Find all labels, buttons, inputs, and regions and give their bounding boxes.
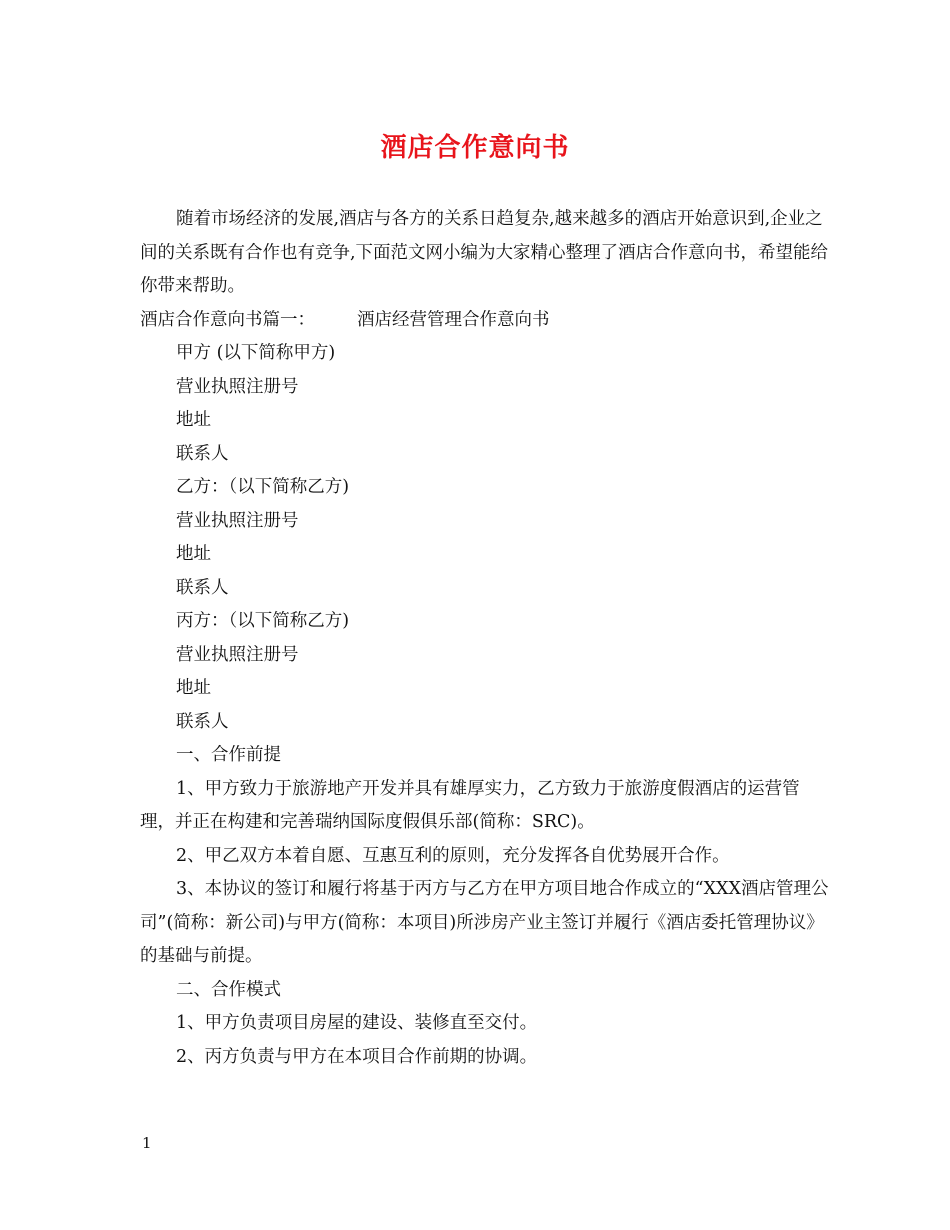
party-a-label: 甲方 (以下简称甲方) bbox=[176, 343, 336, 363]
part2-item2: 2、丙方负责与甲方在本项目合作前期的协调。 bbox=[176, 1046, 538, 1067]
document-title: 酒店合作意向书 bbox=[380, 133, 570, 163]
party-b-label: 乙方：（以下简称乙方) bbox=[176, 477, 350, 497]
party-b-address: 地址 bbox=[176, 544, 211, 564]
document-body bbox=[140, 203, 830, 1074]
party-a-reg: 营业执照注册号 bbox=[176, 376, 299, 397]
party-c-contact: 联系人 bbox=[176, 711, 229, 732]
party-a-contact: 联系人 bbox=[176, 443, 229, 464]
section-heading bbox=[140, 304, 830, 338]
part1-item1: 1、甲方致力于旅游地产开发并具有雄厚实力，乙方致力于旅游度假酒店的运营管理，并正在构建和完善瑞纳国际度假俱乐部(简称：SRC)。 bbox=[140, 778, 800, 832]
party-b-contact: 联系人 bbox=[176, 577, 229, 598]
section-heading-right: 酒店经营管理合作意向书 bbox=[357, 309, 550, 330]
party-c-label: 丙方：（以下简称乙方) bbox=[176, 611, 350, 631]
party-c-reg: 营业执照注册号 bbox=[176, 644, 299, 665]
part1-heading: 一、合作前提 bbox=[176, 745, 281, 765]
party-c-address: 地址 bbox=[176, 678, 211, 698]
party-b-reg: 营业执照注册号 bbox=[176, 510, 299, 531]
part2-heading: 二、合作模式 bbox=[176, 979, 281, 1000]
part1-item3: 3、本协议的签订和履行将基于丙方与乙方在甲方项目地合作成立的“XXX酒店管理公司”(简称：新公司)与甲方(简称：本项目)所涉房产业主签订并履行《酒店委托管理协议》的基础与前提。 bbox=[140, 879, 829, 966]
part1-item2: 2、甲乙双方本着自愿、互惠互利的原则，充分发挥各自优势展开合作。 bbox=[176, 845, 730, 866]
section-heading-left: 酒店合作意向书篇一： bbox=[140, 309, 315, 330]
part2-item1: 1、甲方负责项目房屋的建设、装修直至交付。 bbox=[176, 1013, 538, 1033]
party-a-address: 地址 bbox=[176, 410, 211, 430]
intro-paragraph: 随着市场经济的发展,酒店与各方的关系日趋复杂,越来越多的酒店开始意识到,企业之间的关系既有合作也有竞争,下面范文网小编为大家精心整理了酒店合作意向书，希望能给你带来帮助。 bbox=[140, 209, 829, 296]
page-number: 1 bbox=[142, 1134, 152, 1152]
